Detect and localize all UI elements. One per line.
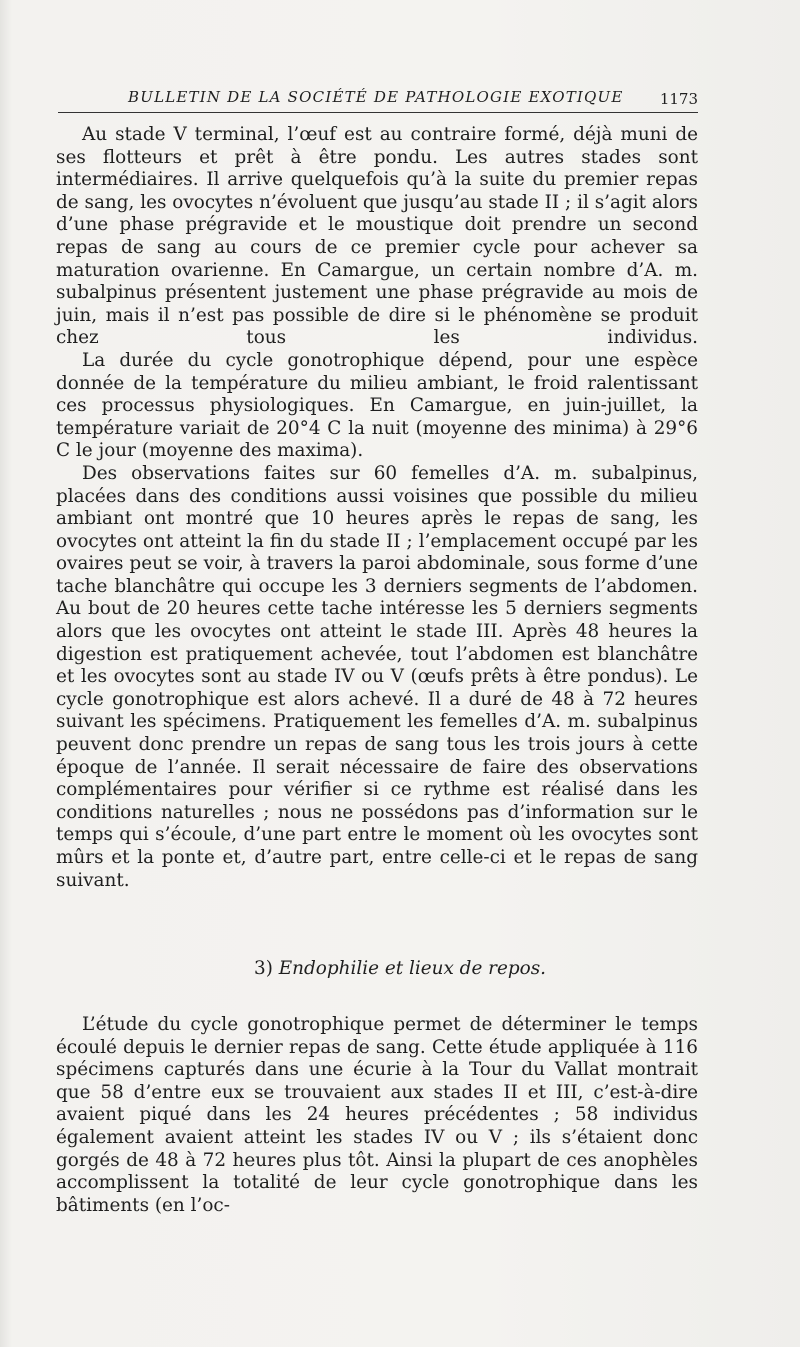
paragraph-stade-v: Au stade V terminal, l’œuf est au contraire formé, déjà muni de ses flotteurs et prêt à être pondu. Les autres stades sont intermédiaires. Il arrive quelquefois qu’à la suite du premier repas de sang, les ovocytes n’évoluent que jusqu’au stade II ; il s’agit alors d’une phase prégravide et le moustique doit prendre un second repas de sang au cours de ce premier cycle pour achever sa maturation ovarienne. En Camargue, un certain nombre d’A. m. subalpinus présentent justement une phase prégravide au mois de juin, mais il n’est pas possible de dire si le phénomène se produit chez tous les individus. xyxy=(56,124,698,349)
paragraph-etude-cycle: L’étude du cycle gonotrophique permet de déterminer le temps écoulé depuis le dernier repas de sang. Cette étude appliquée à 116 spécimens capturés dans une écurie à la Tour du Vallat montrait que 58 d’entre eux se trouvaient aux stades II et III, c’est-à-dire avaient piqué dans les 24 heures précédentes ; 58 individus également avaient atteint les stades IV ou V ; ils s’étaient donc gorgés de 48 à 72 heures plus tôt. Ainsi la plupart de ces anophèles accomplissent la totalité de leur cycle gonotrophique dans les bâtiments (en l’oc- xyxy=(56,1014,698,1216)
section-body-text xyxy=(56,1014,698,1217)
paragraph-observations: Des observations faites sur 60 femelles d’A. m. subalpinus, placées dans des conditions aussi voisines que possible du milieu ambiant ont montré que 10 heures après le repas de sang, les ovocytes ont atteint la fin du stade II ; l’emplacement occupé par les ovaires peut se voir, à travers la paroi abdominale, sous forme d’une tache blanchâtre qui occupe les 3 derniers segments de l’abdomen. Au bout de 20 heures cette tache intéresse les 5 derniers segments alors que les ovocytes ont atteint le stade III. Après 48 heures la digestion est pratiquement achevée, tout l’abdomen est blanchâtre et les ovocytes sont au stade IV ou V (œufs prêts à être pondus). Le cycle gonotrophique est alors achevé. Il a duré de 48 à 72 heures suivant les spécimens. Pratiquement les femelles d’A. m. subalpinus peuvent donc prendre un repas de sang tous les trois jours à cette époque de l’année. Il serait nécessaire de faire des observations complémentaires pour vérifier si ce rythme est réalisé dans les conditions naturelles ; nous ne possédons pas d’information sur le temps qui s’écoule, d’une part entre le moment où les ovocytes sont mûrs et la ponte et, d’autre part, entre celle-ci et le repas de sang suivant. xyxy=(56,462,698,891)
running-title: BULLETIN DE LA SOCIÉTÉ DE PATHOLOGIE EXOTIQUE xyxy=(128,88,624,106)
body-text xyxy=(56,124,698,892)
paragraph-duree-cycle: La durée du cycle gonotrophique dépend, pour une espèce donnée de la température du milieu ambiant, le froid ralentissant ces processus physiologiques. En Camargue, en juin-juillet, la température variait de 20°4 C la nuit (moyenne des minima) à 29°6 C le jour (moyenne des maxima). xyxy=(56,349,698,462)
section-heading xyxy=(0,958,800,979)
section-number: 3) xyxy=(254,958,273,979)
section-title: Endophilie et lieux de repos. xyxy=(278,958,546,979)
page-number: 1173 xyxy=(659,90,698,108)
running-header xyxy=(58,88,698,113)
